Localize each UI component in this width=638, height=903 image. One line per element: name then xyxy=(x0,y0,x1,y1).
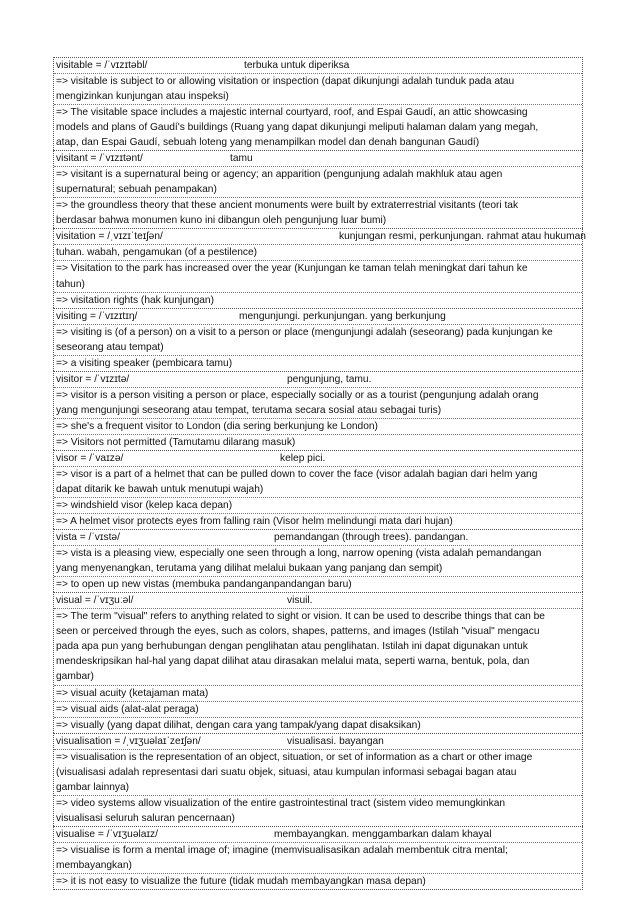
meaning: kunjungan resmi, perkunjungan. rahmat atau hukuman xyxy=(339,231,586,243)
meaning: membayangkan. menggambarkan dalam khayal xyxy=(274,828,492,840)
example-block xyxy=(54,244,582,260)
meaning: terbuka untuk diperiksa xyxy=(244,60,350,71)
entry-visual xyxy=(53,592,583,732)
headword: vista = /ˈvɪstə/ xyxy=(56,532,120,544)
example-block xyxy=(54,701,582,717)
meaning: visuil. xyxy=(287,595,313,607)
example-line: => visiting is (of a person) on a visit to a person or place (mengunjungi adalah (seseorang) pada kunjungan ke xyxy=(56,326,553,338)
headword: visitable = /ˈvɪzɪtəbl/ xyxy=(56,60,148,71)
example-block xyxy=(54,545,582,576)
entry-visualise xyxy=(53,826,583,890)
example-line: => visor is a part of a helmet that can be pulled down to cover the face (visor adalah bagian dari helm yang xyxy=(56,468,538,480)
example-line: => Visitors not permitted (Tamutamu dilarang masuk) xyxy=(56,436,296,448)
example-block xyxy=(54,576,582,592)
entry-vista xyxy=(53,529,583,592)
example-line: gambar) xyxy=(56,671,94,683)
meaning: mengunjungi. perkunjungan. yang berkunjung xyxy=(239,310,446,322)
example-block xyxy=(54,513,582,529)
example-line: => The term "visual" refers to anything related to sight or vision. It can be used to describe things that can be xyxy=(56,611,545,623)
headword: visitation = /ˌvɪzɪˈteɪʃən/ xyxy=(56,231,163,243)
example-line: => visual acuity (ketajaman mata) xyxy=(56,687,209,699)
example-line: yang mengunjungi seseorang atau tempat, terutama secara sosial atau sebagai turis) xyxy=(56,404,442,416)
example-line: => visitable is subject to or allowing visitation or inspection (dapat dikunjungi adalah tunduk pada atau xyxy=(56,76,515,87)
example-block xyxy=(54,434,582,450)
example-block xyxy=(54,685,582,701)
example-line: => visualise is form a mental image of; imagine (memvisualisasikan adalah membentuk citra mental; xyxy=(56,844,508,856)
example-line: membayangkan) xyxy=(56,859,132,871)
headword: visor = /ˈvaɪzə/ xyxy=(56,452,124,464)
entry-header xyxy=(54,229,586,244)
entry-visitant xyxy=(53,150,583,228)
example-line: tahun) xyxy=(56,278,85,290)
example-block xyxy=(54,608,582,684)
example-line: gambar lainnya) xyxy=(56,781,130,793)
example-block xyxy=(54,842,582,873)
entry-header xyxy=(54,530,582,545)
example-line: seen or perceived through the eyes, such as colors, shapes, patterns, and images (Istilah "visual" mengacu xyxy=(56,626,540,638)
example-block xyxy=(54,104,582,150)
example-block xyxy=(54,497,582,513)
headword: visual = /ˈvɪʒuːəl/ xyxy=(56,595,134,607)
example-line: => to open up new vistas (membuka pandanganpandangan baru) xyxy=(56,579,352,591)
vocabulary-document xyxy=(53,57,586,890)
example-block xyxy=(54,197,582,228)
example-line: => A helmet visor protects eyes from falling rain (Visor helm melindungi mata dari hujan) xyxy=(56,516,453,528)
example-block xyxy=(54,260,582,291)
example-line: dapat ditarik ke bawah untuk menutupi wajah) xyxy=(56,483,264,495)
example-line: => Visitation to the park has increased over the year (Kunjungan ke taman telah meningkat dari tahun ke xyxy=(56,263,528,275)
example-line: models and plans of Gaudí's buildings (Ruang yang dapat dikunjungi meliputi halaman dalam yang megah, xyxy=(56,122,539,134)
entry-visitable xyxy=(53,57,583,150)
entry-header xyxy=(54,593,582,608)
example-line: yang menyenangkan, terutama yang dilihat melalui bukaan yang panjang dan sempit) xyxy=(56,563,443,575)
example-line: pada apa pun yang berhubungan dengan penglihatan atau penglihatan. Istilah ini dapat digunakan untuk xyxy=(56,641,528,653)
example-line: berdasar bahwa monumen kuno ini dibangun oleh pengunjung luar bumi) xyxy=(56,215,387,227)
example-block xyxy=(54,749,582,795)
example-line: mengizinkan kunjungan atau inspeksi) xyxy=(56,91,229,103)
example-block xyxy=(54,418,582,434)
entry-visualisation xyxy=(53,733,583,826)
example-block xyxy=(54,795,582,826)
meaning: pemandangan (through trees). pandangan. xyxy=(274,532,469,544)
example-line: => a visiting speaker (pembicara tamu) xyxy=(56,357,233,369)
example-line: => visually (yang dapat dilihat, dengan cara yang tampak/yang dapat disaksikan) xyxy=(56,719,421,731)
entry-visor xyxy=(53,450,583,529)
entry-header xyxy=(54,58,582,73)
example-block xyxy=(54,387,582,418)
entry-header xyxy=(54,309,582,324)
entry-header xyxy=(54,372,582,387)
entry-header xyxy=(54,451,582,466)
example-line: => the groundless theory that these ancient monuments were built by extraterrestrial visitants (teori tak xyxy=(56,200,519,212)
entry-header xyxy=(54,827,582,842)
example-line: seseorang atau tempat) xyxy=(56,341,164,353)
headword: visitor = /ˈvɪzɪtə/ xyxy=(56,373,130,385)
example-block xyxy=(54,324,582,355)
entry-header xyxy=(54,151,582,166)
example-line: (visualisasi adalah representasi dari suatu objek, situasi, atau kumpulan informasi sebagai bagan atau xyxy=(56,766,517,778)
example-block xyxy=(54,873,582,889)
example-line: => The visitable space includes a majestic internal courtyard, roof, and Espai Gaudí, an attic showcasing xyxy=(56,107,528,119)
example-line: => visual aids (alat-alat peraga) xyxy=(56,703,199,715)
example-line: => video systems allow visualization of the entire gastrointestinal tract (sistem video memungkinkan xyxy=(56,797,506,809)
example-block xyxy=(54,73,582,104)
example-line: mendeskripsikan hal-hal yang dapat dilihat atau dirasakan melalui mata, seperti warna, bentuk, pola, dan xyxy=(56,656,530,668)
example-block xyxy=(54,717,582,733)
entry-visitation xyxy=(53,228,586,307)
example-line: => visitant is a supernatural being or agency; an apparition (pengunjung adalah makhluk atau agen xyxy=(56,169,503,181)
meaning: pengunjung, tamu. xyxy=(287,373,372,385)
example-block xyxy=(54,355,582,371)
headword: visualise = /ˈvɪʒuəlaɪz/ xyxy=(56,828,158,840)
example-block xyxy=(54,466,582,497)
headword: visualisation = /ˌvɪʒuəlaɪˈzeɪʃən/ xyxy=(56,735,201,747)
example-line: => visitor is a person visiting a person or place, especially socially or as a tourist (pengunjung adalah orang xyxy=(56,389,539,401)
example-block xyxy=(54,292,582,308)
example-block xyxy=(54,166,582,197)
entry-header xyxy=(54,734,582,749)
meaning: visualisasi. bayangan xyxy=(287,735,384,747)
example-line: tuhan. wabah, pengamukan (of a pestilence) xyxy=(56,247,258,259)
example-line: visualisasi seluruh saluran pencernaan) xyxy=(56,812,235,824)
example-line: => vista is a pleasing view, especially one seen through a long, narrow opening (vista adalah pemandangan xyxy=(56,548,542,560)
meaning: tamu xyxy=(230,153,253,165)
example-line: atap, dan Espai Gaudí, sebuah loteng yang menampilkan model dan denah bangunan Gaudí) xyxy=(56,137,480,149)
example-line: supernatural; sebuah penampakan) xyxy=(56,184,217,196)
example-line: => it is not easy to visualize the future (tidak mudah membayangkan masa depan) xyxy=(56,875,426,887)
example-line: => visitation rights (hak kunjungan) xyxy=(56,294,214,306)
entry-visiting xyxy=(53,308,583,371)
entry-visitor xyxy=(53,371,583,450)
example-line: => windshield visor (kelep kaca depan) xyxy=(56,500,233,512)
example-line: => visualisation is the representation of an object, situation, or set of information as a chart or other image xyxy=(56,751,533,763)
headword: visitant = /ˈvɪzɪtənt/ xyxy=(56,153,143,165)
meaning: kelep pici. xyxy=(280,452,326,464)
example-line: => she's a frequent visitor to London (dia sering berkunjung ke London) xyxy=(56,420,378,432)
headword: visiting = /ˈvɪzɪtɪŋ/ xyxy=(56,310,138,322)
